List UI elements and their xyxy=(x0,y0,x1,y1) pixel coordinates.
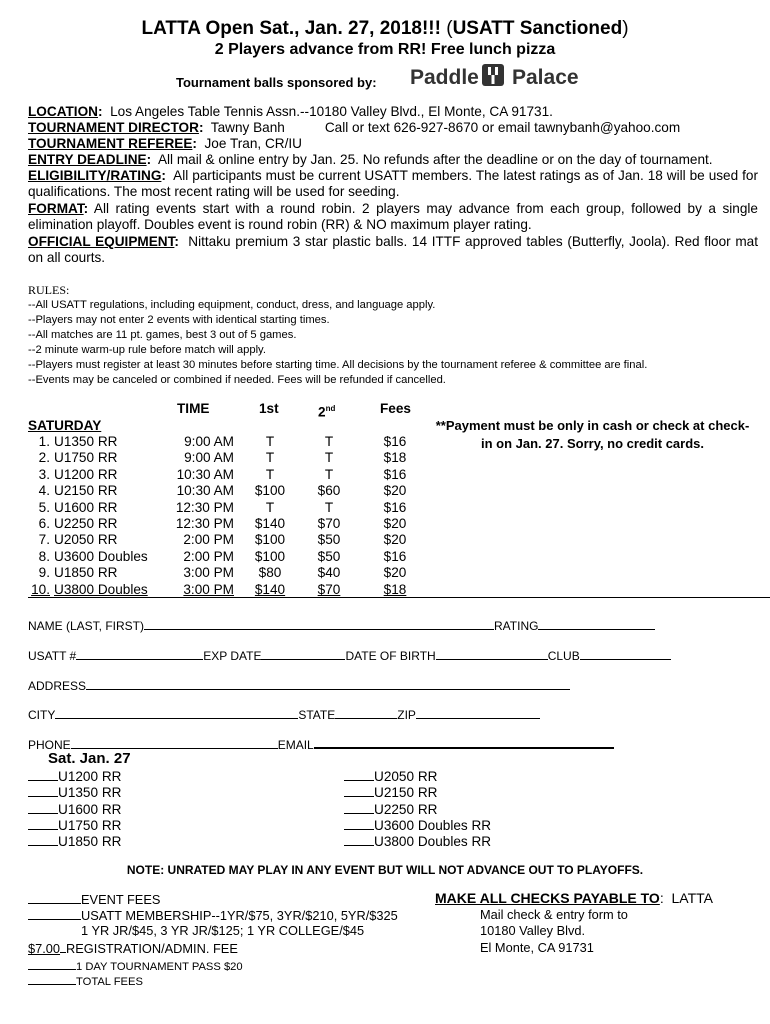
event-option-label: U2050 RR xyxy=(374,769,438,784)
event-fee: $16 xyxy=(383,466,407,482)
rating-field[interactable] xyxy=(538,617,655,630)
event-checkbox-item[interactable] xyxy=(28,768,121,784)
event-number: 6. xyxy=(38,516,50,531)
mail-city: El Monte, CA 91731 xyxy=(480,940,594,955)
payment-note: **Payment must be only in cash or check at check-in on Jan. 27. Sorry, no credit cards. xyxy=(435,418,750,451)
event-fee: $20 xyxy=(383,516,407,531)
table-divider xyxy=(28,597,770,598)
col-header-time: TIME xyxy=(177,401,210,416)
deadline-line: ENTRY DEADLINE: All mail & online entry by Jan. 25. No refunds after the deadline or on the day of tournament. xyxy=(28,152,713,167)
event-second-prize: $60 xyxy=(317,483,341,499)
checkbox-blank[interactable] xyxy=(28,801,58,814)
day-pass-line: 1 DAY TOURNAMENT PASS $20 xyxy=(28,957,243,973)
event-name: U2050 RR xyxy=(54,532,118,548)
event-second-prize: T xyxy=(324,466,334,482)
event-number: 8. xyxy=(38,548,50,564)
col-header-fees: Fees xyxy=(380,401,411,416)
checkbox-blank[interactable] xyxy=(344,833,374,846)
event-name: U2250 RR xyxy=(54,516,118,531)
event-name: U1600 RR xyxy=(54,499,118,515)
event-time: 10:30 AM xyxy=(176,466,234,482)
event-option-label: U1750 RR xyxy=(58,817,122,833)
total-fees-line: TOTAL FEES xyxy=(28,972,143,988)
director-line: TOURNAMENT DIRECTOR: Tawny Banh Call or text 626-927-8670 or email tawnybanh@yahoo.com xyxy=(28,120,681,135)
rule-item: --Players may not enter 2 events with identical starting times. xyxy=(28,314,330,326)
membership-line-2: 1 YR JR/$45, 3 YR JR/$125; 1 YR COLLEGE/$45 xyxy=(81,923,365,938)
membership-field[interactable] xyxy=(28,907,81,920)
event-second-prize: $70 xyxy=(317,581,341,597)
checkbox-blank[interactable] xyxy=(28,768,58,781)
event-fees-field[interactable] xyxy=(28,891,81,904)
event-time: 2:00 PM xyxy=(183,532,234,548)
event-number: 1. xyxy=(38,434,50,449)
event-first-prize: $140 xyxy=(254,516,286,531)
format-paragraph: FORMAT: All rating events start with a round robin. 2 players may advance from each group, followed by a single elimination playoff. Doubles event is round robin (RR) & NO maximum player rating. xyxy=(28,201,758,233)
exp-date-field[interactable] xyxy=(261,647,345,660)
rule-item: --All USATT regulations, including equipment, conduct, dress, and language apply. xyxy=(28,299,436,311)
usatt-row: USATT # EXP DATE DATE OF BIRTH CLUB xyxy=(28,647,671,663)
event-option-label: U1600 RR xyxy=(58,801,122,817)
sponsor-label: Tournament balls sponsored by: xyxy=(176,75,377,90)
zip-field[interactable] xyxy=(416,706,540,719)
event-checkbox-item[interactable] xyxy=(344,817,491,833)
event-fee: $18 xyxy=(383,581,407,597)
event-name: U1850 RR xyxy=(54,565,118,581)
event-number: 4. xyxy=(38,483,50,499)
membership-line: USATT MEMBERSHIP--1YR/$75, 3YR/$210, 5YR/$325 xyxy=(28,907,398,923)
event-option-label: U1350 RR xyxy=(58,785,122,801)
checkbox-blank[interactable] xyxy=(344,801,374,814)
event-number: 7. xyxy=(38,532,50,548)
event-second-prize: T xyxy=(324,434,334,449)
event-checkbox-item[interactable] xyxy=(28,801,121,817)
dob-field[interactable] xyxy=(436,647,548,660)
address-row: ADDRESS xyxy=(28,677,570,693)
event-checkbox-item[interactable] xyxy=(344,784,437,800)
event-option-label: U2150 RR xyxy=(374,785,438,801)
event-fees-line: EVENT FEES xyxy=(28,891,160,907)
state-field[interactable] xyxy=(335,706,397,719)
checkbox-blank[interactable] xyxy=(28,784,58,797)
event-second-prize: $40 xyxy=(317,565,341,581)
event-number: 5. xyxy=(38,499,50,515)
svg-text:Paddle: Paddle xyxy=(410,66,479,89)
address-field[interactable] xyxy=(86,677,570,690)
event-second-prize: T xyxy=(324,450,334,466)
event-name: U1750 RR xyxy=(54,450,118,466)
name-field[interactable] xyxy=(144,617,430,630)
event-name: U3800 Doubles xyxy=(54,581,148,597)
eligibility-paragraph: ELIGIBILITY/RATING: All participants must be current USATT members. The latest ratings as of Jan. 18 will be used for qualifications. The most recent rating will be used for seeding. xyxy=(28,168,758,200)
event-option-label: U3600 Doubles RR xyxy=(374,817,492,833)
col-header-first: 1st xyxy=(259,401,279,416)
event-checkbox-item[interactable] xyxy=(28,833,121,849)
page-subtitle: 2 Players advance from RR! Free lunch pizza xyxy=(214,41,556,58)
event-first-prize: T xyxy=(265,466,275,482)
selection-heading: Sat. Jan. 27 xyxy=(48,750,131,767)
checkbox-blank[interactable] xyxy=(28,817,58,830)
event-second-prize: T xyxy=(324,499,334,515)
event-first-prize: $140 xyxy=(254,581,286,597)
event-time: 9:00 AM xyxy=(184,434,234,449)
referee-line: TOURNAMENT REFEREE: Joe Tran, CR/IU xyxy=(28,136,302,151)
paddle-palace-logo xyxy=(410,62,580,90)
event-first-prize: T xyxy=(265,499,275,515)
rules-heading: RULES: xyxy=(28,283,70,297)
rules-section xyxy=(28,283,647,388)
event-fee: $16 xyxy=(383,434,407,449)
event-time: 2:00 PM xyxy=(183,548,234,564)
unrated-note: NOTE: UNRATED MAY PLAY IN ANY EVENT BUT WILL NOT ADVANCE OUT TO PLAYOFFS. xyxy=(126,863,644,877)
event-option-label: U1200 RR xyxy=(58,769,122,784)
event-fee: $16 xyxy=(383,548,407,564)
event-number: 2. xyxy=(38,450,50,466)
total-fees-field[interactable] xyxy=(28,972,76,985)
svg-text:Palace: Palace xyxy=(512,66,579,89)
name-row: NAME (LAST, FIRST) RATING xyxy=(28,617,655,633)
rule-item: --2 minute warm-up rule before match will apply. xyxy=(28,344,266,356)
event-fee: $16 xyxy=(383,499,407,515)
event-second-prize: $50 xyxy=(317,532,341,548)
rule-item: --Events may be canceled or combined if needed. Fees will be refunded if cancelled. xyxy=(28,374,446,386)
city-row: CITY STATE ZIP xyxy=(28,706,540,722)
event-number: 10. xyxy=(31,581,50,597)
phone-field[interactable] xyxy=(71,736,278,749)
event-number: 3. xyxy=(38,466,50,482)
event-checkbox-item[interactable] xyxy=(28,817,121,833)
mail-street: 10180 Valley Blvd. xyxy=(480,923,586,938)
event-time: 10:30 AM xyxy=(176,483,234,499)
event-name: U1350 RR xyxy=(54,434,118,449)
checkbox-blank[interactable] xyxy=(344,768,374,781)
day-label: SATURDAY xyxy=(28,418,102,433)
usatt-field[interactable] xyxy=(76,647,203,660)
rule-item: --All matches are 11 pt. games, best 3 out of 5 games. xyxy=(28,329,297,341)
event-name: U3600 Doubles xyxy=(54,548,148,564)
event-option-label: U2250 RR xyxy=(374,801,438,817)
event-second-prize: $70 xyxy=(317,516,341,531)
checkbox-blank[interactable] xyxy=(28,833,58,846)
event-checkbox-item[interactable] xyxy=(344,801,437,817)
event-fee: $20 xyxy=(383,483,407,499)
event-time: 9:00 AM xyxy=(184,450,234,466)
checkbox-blank[interactable] xyxy=(344,784,374,797)
event-fee: $18 xyxy=(383,450,407,466)
registration-line: $7.00 REGISTRATION/ADMIN. FEE xyxy=(28,941,238,956)
event-time: 12:30 PM xyxy=(175,516,234,531)
event-first-prize: $100 xyxy=(254,483,286,499)
location-line: LOCATION: Los Angeles Table Tennis Assn.--10180 Valley Blvd., El Monte, CA 91731. xyxy=(28,104,553,119)
event-name: U1200 RR xyxy=(54,466,118,482)
day-pass-field[interactable] xyxy=(28,957,76,970)
event-time: 12:30 PM xyxy=(175,499,234,515)
event-time: 3:00 PM xyxy=(183,581,234,597)
event-fee: $20 xyxy=(383,532,407,548)
mail-instruction: Mail check & entry form to xyxy=(480,907,628,922)
phone-row: PHONE EMAIL xyxy=(28,735,614,752)
event-checkbox-item[interactable] xyxy=(28,784,121,800)
payable-heading: MAKE ALL CHECKS PAYABLE TO: LATTA xyxy=(435,890,713,906)
event-first-prize: T xyxy=(265,434,275,449)
event-option-label: U3800 Doubles RR xyxy=(374,834,492,850)
city-field[interactable] xyxy=(55,706,298,719)
event-option-label: U1850 RR xyxy=(58,834,122,850)
event-checkbox-item[interactable] xyxy=(344,833,491,849)
rule-item: --Players must register at least 30 minutes before starting time. All decisions by the tournament referee & committee are final. xyxy=(28,359,648,371)
event-first-prize: T xyxy=(265,450,275,466)
event-first-prize: $100 xyxy=(254,532,286,548)
checkbox-blank[interactable] xyxy=(344,817,374,830)
equipment-paragraph: OFFICIAL EQUIPMENT: Nittaku premium 3 star plastic balls. 14 ITTF approved tables (Butterfly, Joola). Red floor mat on all courts. xyxy=(28,234,758,266)
email-field[interactable] xyxy=(314,735,614,749)
event-first-prize: $80 xyxy=(258,565,282,581)
col-header-second: 2nd xyxy=(318,404,336,420)
event-second-prize: $50 xyxy=(317,548,341,564)
event-time: 3:00 PM xyxy=(183,565,234,581)
event-checkbox-item[interactable] xyxy=(344,768,437,784)
event-first-prize: $100 xyxy=(254,548,286,564)
page-title: LATTA Open Sat., Jan. 27, 2018!!! (USATT Sanctioned) xyxy=(141,18,629,39)
event-number: 9. xyxy=(38,565,50,581)
club-field[interactable] xyxy=(580,647,671,660)
event-name: U2150 RR xyxy=(54,483,118,499)
event-fee: $20 xyxy=(383,565,407,581)
